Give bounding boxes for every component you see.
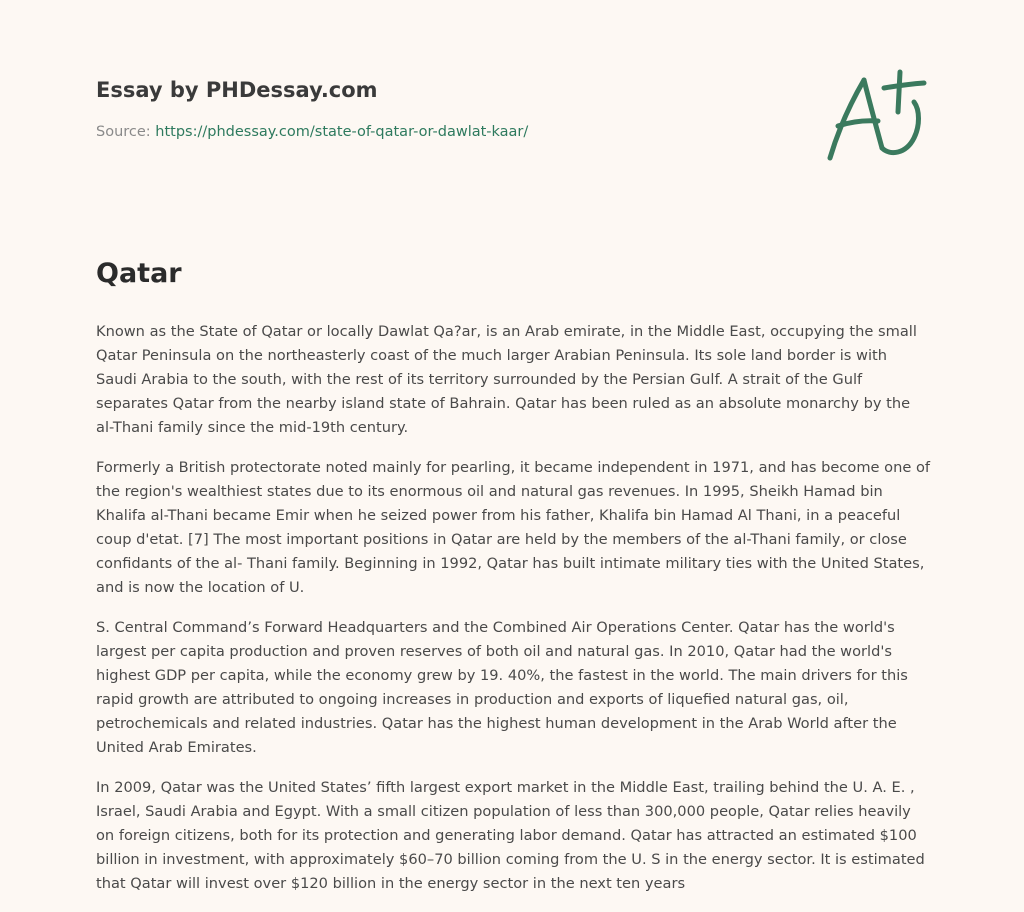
- source-line: [96, 122, 796, 142]
- essay-paragraph: In 2009, Qatar was the United States’ fifth largest export market in the Middle East, trailing behind the U. A. E. , Israel, Saudi Arabia and Egypt. With a small citizen population of less than 300,000 people, Qatar relies heavily on foreign citizens, both for its protection and generating labor demand. Qatar has attracted an estimated $100 billion in investment, with approximately $60–70 billion coming from the U. S in the energy sector. It is estimated that Qatar will invest over $120 billion in the energy sector in the next ten years: [96, 779, 925, 892]
- a-plus-logo-icon: [820, 66, 930, 166]
- source-link[interactable]: https://phdessay.com/state-of-qatar-or-dawlat-kaar/: [155, 124, 529, 140]
- page-header: [96, 76, 796, 142]
- source-label: Source:: [96, 124, 151, 140]
- essay-paragraph: Known as the State of Qatar or locally Dawlat Qa?ar, is an Arab emirate, in the Middle East, occupying the small Qatar Peninsula on the northeasterly coast of the much larger Arabian Peninsula. Its sole land border is with Saudi Arabia to the south, with the rest of its territory surrounded by the Persian Gulf. A strait of the Gulf separates Qatar from the nearby island state of Bahrain. Qatar has been ruled as an absolute monarchy by the al-Thani family since the mid-19th century.: [96, 323, 917, 436]
- essay-paragraph: S. Central Command’s Forward Headquarters and the Combined Air Operations Center. Qatar has the world's largest per capita production and proven reserves of both oil and natural gas. In 2010, Qatar had the world's highest GDP per capita, while the economy grew by 19. 40%, the fastest in the world. The main drivers for this rapid growth are attributed to ongoing increases in production and exports of liquefied natural gas, oil, petrochemicals and related industries. Qatar has the highest human development in the Arab World after the United Arab Emirates.: [96, 619, 908, 756]
- site-title: Essay by PHDessay.com: [96, 78, 378, 102]
- essay-title: Qatar: [96, 258, 182, 289]
- essay-paragraph: Formerly a British protectorate noted mainly for pearling, it became independent in 1971, and has become one of the region's wealthiest states due to its enormous oil and natural gas revenues. In 1995, Sheikh Hamad bin Khalifa al-Thani became Emir when he seized power from his father, Khalifa bin Hamad Al Thani, in a peaceful coup d'etat. [7] The most important positions in Qatar are held by the members of the al-Thani family, or close confidants of the al- Thani family. Beginning in 1992, Qatar has built intimate military ties with the United States, and is now the location of U.: [96, 459, 931, 596]
- essay-content: [96, 254, 932, 912]
